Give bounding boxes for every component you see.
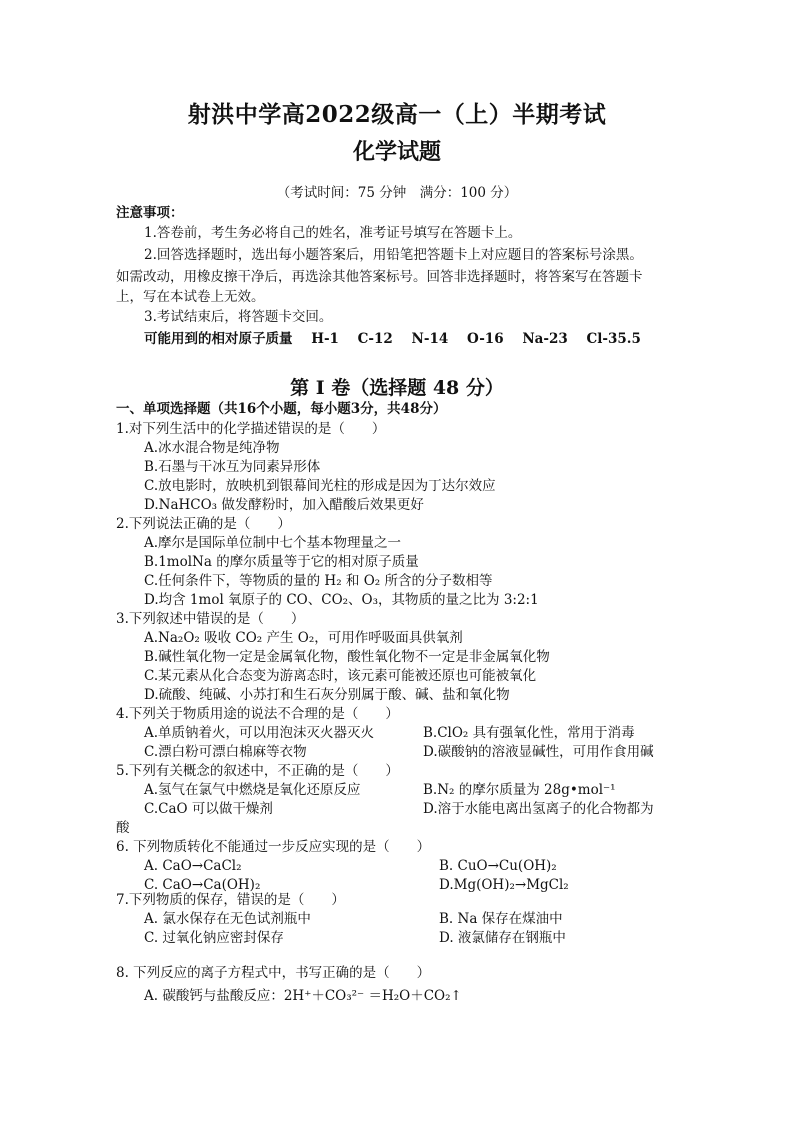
- note-item: 上，写在本试卷上无效。: [116, 289, 265, 305]
- question-stem: 8. 下列反应的离子方程式中，书写正确的是（ ）: [116, 965, 431, 981]
- mass-cl: Cl-35.5: [586, 331, 641, 347]
- question-option: A.摩尔是国际单位制中七个基本物理量之一: [144, 535, 402, 551]
- question-option: B.N₂ 的摩尔质量为 28g•mol⁻¹: [423, 782, 616, 798]
- question-option: C.放电影时，放映机到银幕间光柱的形成是因为丁达尔效应: [144, 478, 496, 494]
- question-option: B.石墨与干冰互为同素异形体: [144, 459, 321, 475]
- atomic-masses: [144, 330, 655, 349]
- part1-title: 第 I 卷（选择题 48 分）: [290, 377, 504, 399]
- question-option: C. CaO→Ca(OH)₂: [144, 877, 261, 893]
- mass-c: C-12: [357, 331, 393, 347]
- question-option: D. 液氯储存在钢瓶中: [439, 930, 566, 946]
- question-stem: 1.对下列生活中的化学描述错误的是（ ）: [116, 421, 386, 437]
- question-option: A. 碳酸钙与盐酸反应：2H⁺＋CO₃²⁻ ＝H₂O＋CO₂↑: [144, 988, 462, 1004]
- exam-subject: 化学试题: [352, 139, 441, 165]
- question-stem: 2.下列说法正确的是（ ）: [116, 516, 291, 532]
- notes-heading: 注意事项：: [116, 205, 184, 221]
- question-option: A.氢气在氯气中燃烧是氧化还原反应: [144, 782, 361, 798]
- question-stem: 5.下列有关概念的叙述中，不正确的是（ ）: [116, 763, 399, 779]
- question-option: B.ClO₂ 具有强氧化性，常用于消毒: [423, 725, 635, 741]
- section-heading: 一、单项选择题（共16个小题，每小题3分，共48分）: [116, 401, 447, 417]
- question-option: B. CuO→Cu(OH)₂: [439, 858, 557, 874]
- exam-info: （考试时间：75 分钟 满分：100 分）: [276, 185, 518, 201]
- question-option: D.Mg(OH)₂→MgCl₂: [439, 877, 569, 893]
- question-option: B.碱性氧化物一定是金属氧化物，酸性氧化物不一定是非金属氧化物: [144, 649, 550, 665]
- question-option: B. Na 保存在煤油中: [439, 911, 563, 927]
- note-item: 如需改动，用橡皮擦干净后，再选涂其他答案标号。回答非选择题时，将答案写在答题卡: [116, 269, 643, 285]
- question-option: B.1molNa 的摩尔质量等于它的相对原子质量: [144, 554, 419, 570]
- question-stem: 7.下列物质的保存，错误的是（ ）: [116, 892, 345, 908]
- mass-n: N-14: [411, 331, 449, 347]
- question-stem: 4.下列关于物质用途的说法不合理的是（ ）: [116, 706, 399, 722]
- question-option: A. 氯水保存在无色试剂瓶中: [144, 911, 311, 927]
- question-option: C.漂白粉可漂白棉麻等衣物: [144, 744, 307, 760]
- question-option: D.NaHCO₃ 做发酵粉时，加入醋酸后效果更好: [144, 497, 424, 513]
- question-option: C. 过氧化钠应密封保存: [144, 930, 284, 946]
- question-option: C.CaO 可以做干燥剂: [144, 801, 273, 817]
- question-option: D.溶于水能电离出氢离子的化合物都为: [423, 801, 654, 817]
- mass-na: Na-23: [522, 331, 568, 347]
- exam-title: 射洪中学高2022级高一（上）半期考试: [187, 101, 607, 128]
- question-option: C.某元素从化合态变为游离态时，该元素可能被还原也可能被氧化: [144, 668, 537, 684]
- question-stem: 3.下列叙述中错误的是（ ）: [116, 611, 305, 627]
- note-item: 1.答卷前，考生务必将自己的姓名，准考证号填写在答题卡上。: [144, 225, 522, 241]
- question-option-continued: 酸: [116, 820, 130, 836]
- mass-o: O-16: [466, 331, 504, 347]
- question-stem: 6. 下列物质转化不能通过一步反应实现的是（ ）: [116, 839, 431, 855]
- question-option: A. CaO→CaCl₂: [144, 858, 242, 874]
- note-item: 2.回答选择题时，选出每小题答案后，用铅笔把答题卡上对应题目的答案标号涂黑。: [144, 247, 643, 263]
- question-option: A.冰水混合物是纯净物: [144, 440, 280, 456]
- question-option: A.单质钠着火，可以用泡沫灭火器灭火: [144, 725, 375, 741]
- question-option: D.硫酸、纯碱、小苏打和生石灰分别属于酸、碱、盐和氧化物: [144, 687, 510, 703]
- mass-h: H-1: [311, 331, 339, 347]
- question-option: D.碳酸钠的溶液显碱性，可用作食用碱: [423, 744, 654, 760]
- question-option: C.任何条件下，等物质的量的 H₂ 和 O₂ 所含的分子数相等: [144, 573, 493, 589]
- question-option: A.Na₂O₂ 吸收 CO₂ 产生 O₂，可用作呼吸面具供氧剂: [144, 630, 463, 646]
- question-option: D.均含 1mol 氧原子的 CO、CO₂、O₃，其物质的量之比为 3:2:1: [144, 592, 539, 608]
- atomic-masses-label: 可能用到的相对原子质量: [144, 331, 293, 347]
- note-item: 3.考试结束后，将答题卡交回。: [144, 309, 333, 325]
